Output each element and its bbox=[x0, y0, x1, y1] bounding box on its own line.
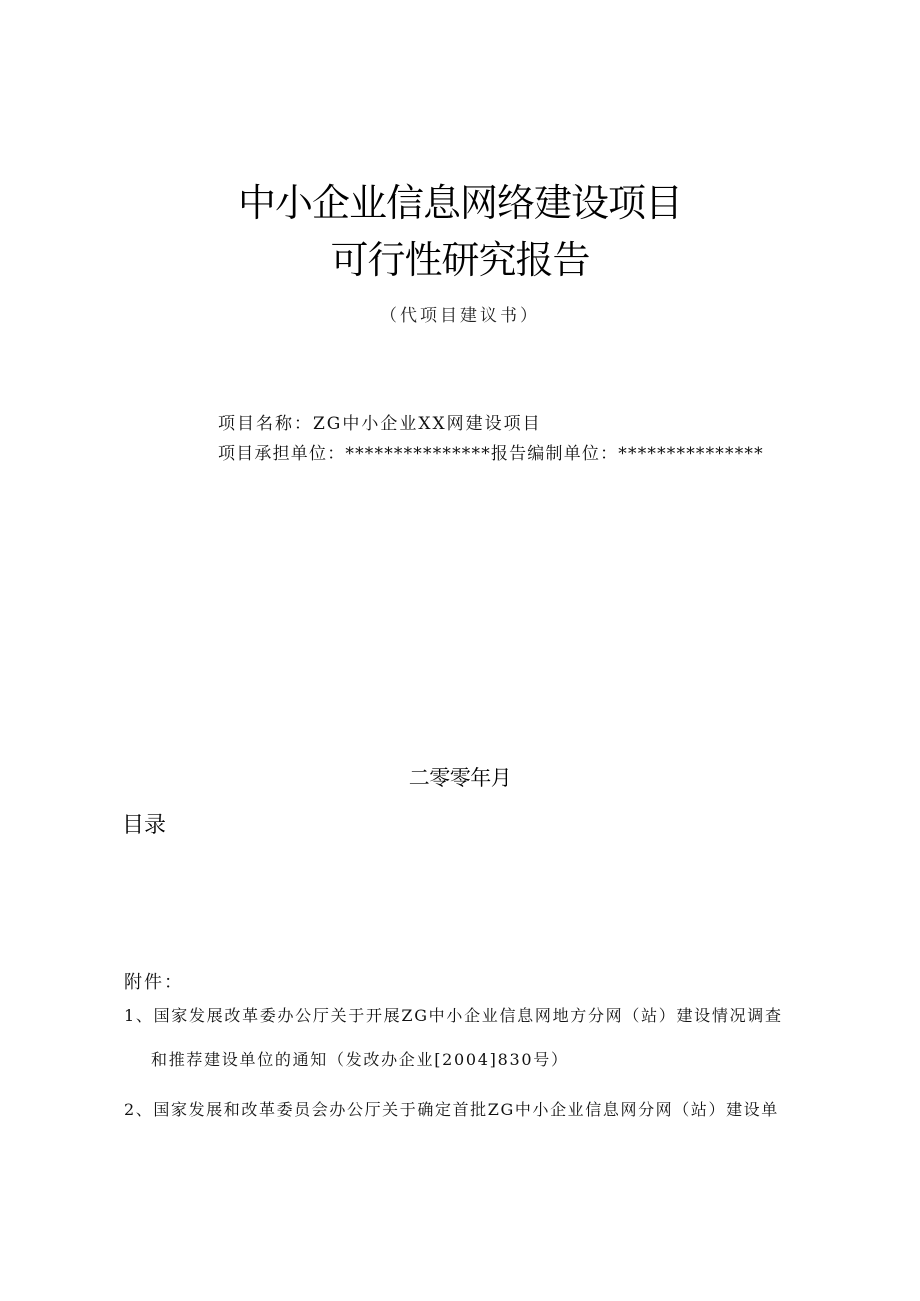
attachments-label: 附件： bbox=[124, 972, 184, 993]
attachment-item-2-line-1: 2、国家发展和改革委员会办公厅关于确定首批ZG中小企业信息网分网（站）建设单 bbox=[124, 1100, 779, 1119]
toc-heading: 目录 bbox=[122, 813, 167, 838]
project-units-line: 项目承担单位：***************报告编制单位：*************** bbox=[218, 444, 764, 464]
report-title-line-2: 可行性研究报告 bbox=[330, 238, 590, 282]
report-title-line-1: 中小企业信息网络建设项目 bbox=[237, 181, 682, 225]
attachment-item-1-line-1: 1、国家发展改革委办公厅关于开展ZG中小企业信息网地方分网（站）建设情况调查 bbox=[124, 1006, 783, 1025]
project-name-line: 项目名称：ZG中小企业XX网建设项目 bbox=[218, 414, 542, 434]
attachment-item-1-line-2: 和推荐建设单位的通知（发改办企业[2004]830号） bbox=[151, 1050, 569, 1069]
report-subtitle: （代项目建议书） bbox=[380, 306, 540, 326]
report-date: 二零零年月 bbox=[408, 766, 512, 790]
